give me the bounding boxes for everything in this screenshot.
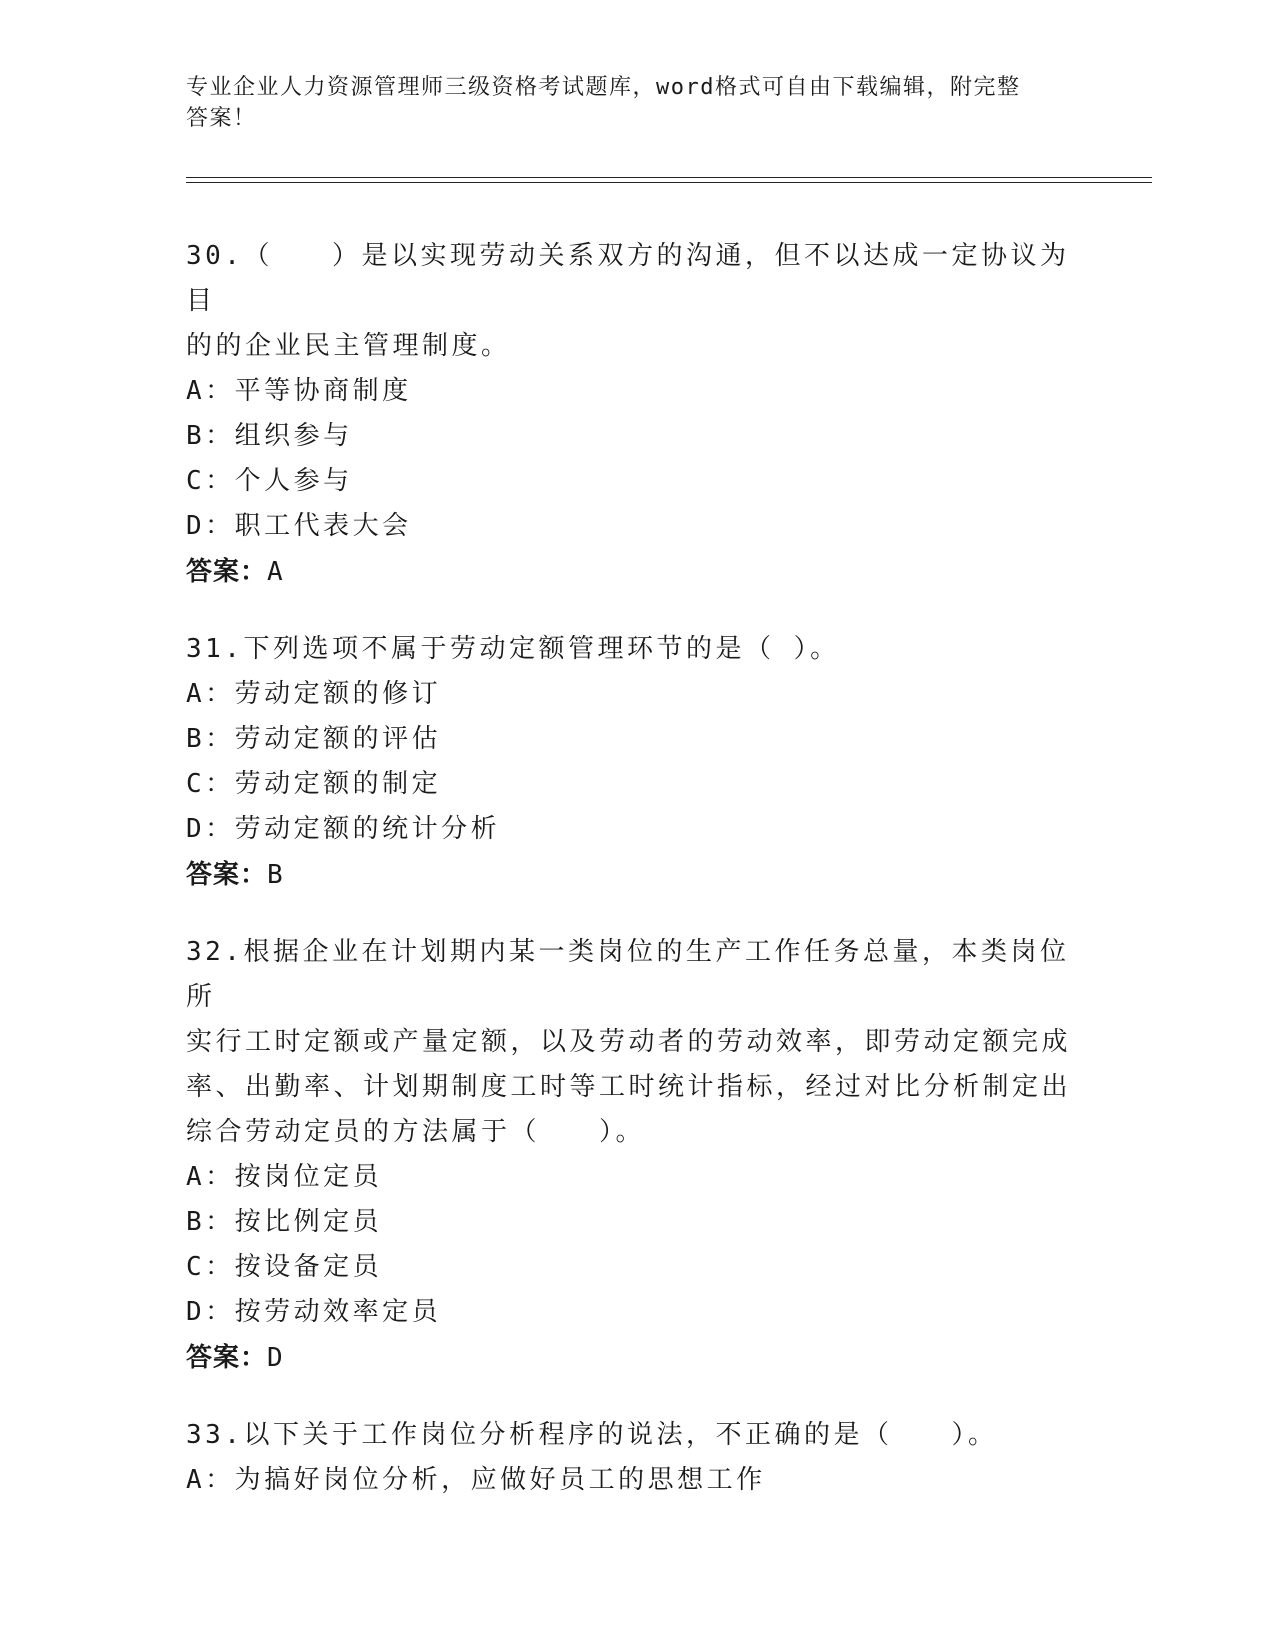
answer-value: A bbox=[267, 557, 284, 587]
answer bbox=[186, 549, 1086, 595]
option-a: A：按岗位定员 bbox=[186, 1162, 383, 1192]
option-b: B：组织参与 bbox=[186, 421, 353, 451]
option-a: A：劳动定额的修订 bbox=[186, 679, 442, 709]
document-header bbox=[186, 72, 1086, 134]
option-c: C：个人参与 bbox=[186, 466, 353, 496]
answer-label: 答案： bbox=[186, 860, 268, 890]
question-text-line: 31.下列选项不属于劳动定额管理环节的是（ ）。 bbox=[186, 634, 840, 664]
question-text-line: 实行工时定额或产量定额，以及劳动者的劳动效率，即劳动定额完成 bbox=[186, 1027, 1072, 1057]
header-line-2: 答案！ bbox=[186, 106, 257, 131]
answer-label: 答案： bbox=[186, 1343, 268, 1373]
answer bbox=[186, 1335, 1086, 1381]
option-d: D：职工代表大会 bbox=[186, 511, 412, 541]
answer bbox=[186, 852, 1086, 898]
question-text-line: 的的企业民主管理制度。 bbox=[186, 331, 511, 361]
header-divider-bottom bbox=[186, 182, 1152, 183]
option-b: B：劳动定额的评估 bbox=[186, 724, 442, 754]
question-text-line: 率、出勤率、计划期制度工时等工时统计指标，经过对比分析制定出 bbox=[186, 1072, 1072, 1102]
option-c: C：劳动定额的制定 bbox=[186, 769, 442, 799]
answer-value: B bbox=[267, 860, 284, 890]
answer-value: D bbox=[267, 1343, 284, 1373]
question-30 bbox=[186, 234, 1086, 595]
option-c: C：按设备定员 bbox=[186, 1252, 383, 1282]
option-b: B：按比例定员 bbox=[186, 1207, 383, 1237]
question-text-line: 综合劳动定员的方法属于（ ）。 bbox=[186, 1117, 646, 1147]
question-text-line: 32.根据企业在计划期内某一类岗位的生产工作任务总量，本类岗位所 bbox=[186, 937, 1070, 1012]
option-d: D：按劳动效率定员 bbox=[186, 1297, 442, 1327]
header-divider-top bbox=[186, 177, 1152, 178]
question-list bbox=[186, 234, 1086, 1535]
option-d: D：劳动定额的统计分析 bbox=[186, 814, 501, 844]
question-text-line: 30.（ ）是以实现劳动关系双方的沟通，但不以达成一定协议为目 bbox=[186, 241, 1070, 316]
question-31 bbox=[186, 627, 1086, 898]
question-text-line: 33.以下关于工作岗位分析程序的说法，不正确的是（ ）。 bbox=[186, 1420, 998, 1450]
question-32 bbox=[186, 930, 1086, 1381]
option-a: A：平等协商制度 bbox=[186, 376, 412, 406]
option-a: A：为搞好岗位分析，应做好员工的思想工作 bbox=[186, 1465, 766, 1495]
answer-label: 答案： bbox=[186, 557, 268, 587]
header-line-1: 专业企业人力资源管理师三级资格考试题库，word格式可自由下载编辑，附完整 bbox=[186, 75, 1021, 100]
question-33 bbox=[186, 1413, 1086, 1503]
